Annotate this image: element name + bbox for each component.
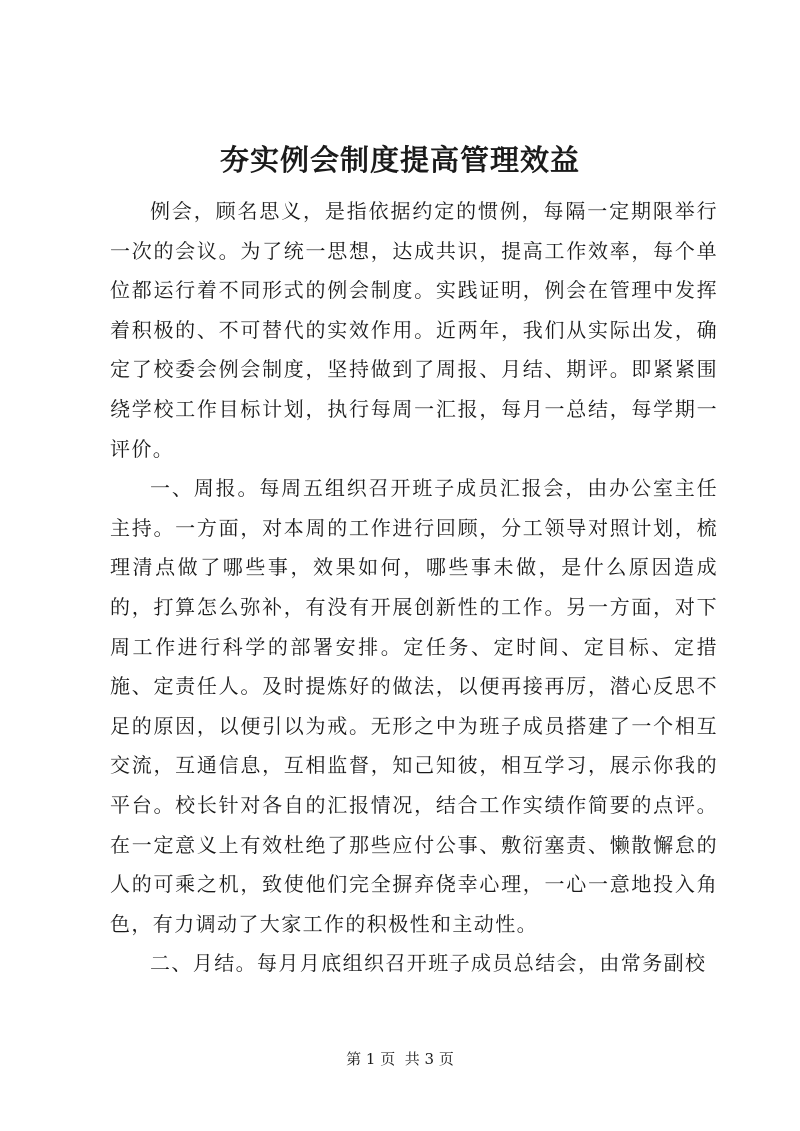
paragraph-monthly-summary: 二、月结。每月月底组织召开班子成员总结会，由常务副校 (150, 951, 707, 976)
document-title: 夯实例会制度提高管理效益 (219, 143, 580, 177)
paragraph-weekly-report: 一、周报。每周五组织召开班子成员汇报会，由办公室主任主持。一方面，对本周的工作进行回顾，分工领导对照计划，梳理清点做了哪些事，效果如何，哪些事未做，是什么原因造成的，打算怎么弥补，有没有开展创新性的工作。另一方面，对下周工作进行科学的部署安排。定任务、定时间、定目标、定措施、定责任人。及时提炼好的做法，以便再接再厉，潜心反思不足的原因，以便引以为戒。无形之中为班子成员搭建了一个相互交流，互通信息，互相监督，知己知彼，相互学习，展示你我的平台。校长针对各自的汇报情况，结合工作实绩作简要的点评。在一定意义上有效杜绝了那些应付公事、敷衍塞责、懒散懈怠的人的可乘之机，致使他们完全摒弃侥幸心理，一心一意地投入角色，有力调动了大家工作的积极性和主动性。 (110, 476, 718, 936)
document-body (110, 192, 718, 984)
paragraph-intro: 例会，顾名思义，是指依据约定的惯例，每隔一定期限举行一次的会议。为了统一思想，达成共识，提高工作效率，每个单位都运行着不同形式的例会制度。实践证明，例会在管理中发挥着积极的、不可替代的实效作用。近两年，我们从实际出发，确定了校委会例会制度，坚持做到了周报、月结、期评。即紧紧围绕学校工作目标计划，执行每周一汇报，每月一总结，每学期一评价。 (110, 199, 718, 461)
page-number-label: 第 1 页 共 3 页 (346, 1050, 454, 1068)
page-footer (0, 1049, 800, 1069)
